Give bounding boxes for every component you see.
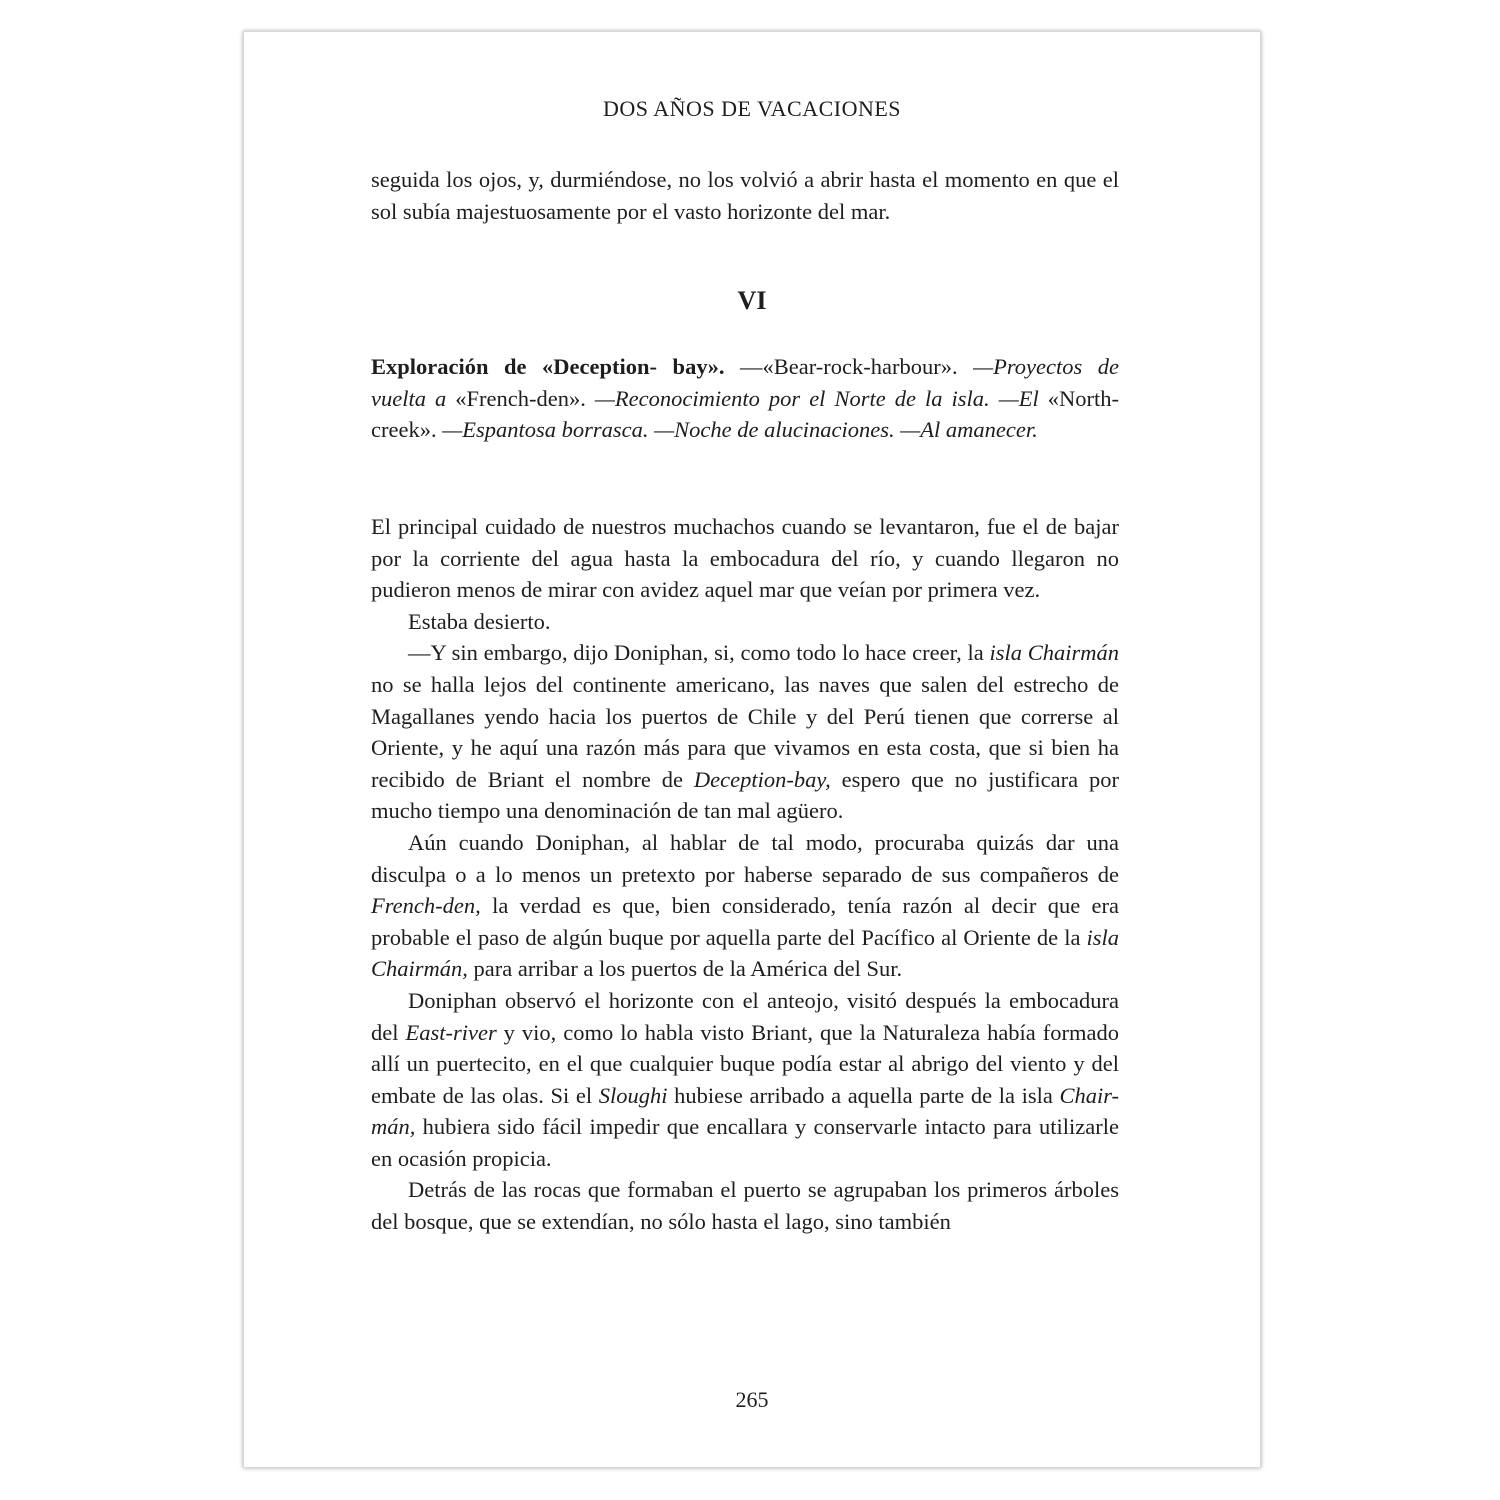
chapter-number: VI [737, 286, 767, 315]
text-run: Aún cuando Doniphan, al hablar de tal modo, procuraba quizás dar una disculpa o a lo menos un pretexto por haberse separado de sus compañeros de [371, 829, 1119, 887]
paragraph-2: Estaba desierto. [408, 608, 551, 634]
page-number: 265 [735, 1387, 769, 1412]
paragraph-3 [371, 637, 1119, 827]
running-head: DOS AÑOS DE VACACIONES [602, 96, 902, 121]
text-run: la verdad es que, bien considerado, tenía razón al decir que era probable el paso de algún buque por aquella parte del Pacífico al Oriente de la [371, 893, 1119, 950]
summary-italic-part: —Reconocimiento por el Norte de la isla. —El [594, 385, 1039, 411]
italic-run: Sloughi [598, 1082, 668, 1108]
chapter-summary-text [371, 351, 1119, 446]
summary-part: «North-creek». [371, 385, 1119, 443]
paragraph-6: Detrás de las rocas que formaban el puerto se agrupaban los primeros árboles del bosque, que se extendían, no sólo hasta el lago, sino también [371, 1177, 1119, 1235]
text-run: hubiera sido fácil impedir que encallara y conservarle intacto para utilizarle en ocasión propicia. [371, 1114, 1119, 1171]
paragraph-4 [371, 827, 1119, 985]
italic-run: East-river [405, 1019, 497, 1045]
summary-part: «French-den». [446, 385, 595, 411]
chapter-summary [371, 351, 1119, 446]
paragraph-1: El principal cuidado de nuestros muchachos cuando se levantaron, fue el de bajar por la corriente del agua hasta la embocadura del río, y cuando llegaron no pudieron menos de mirar con avidez aquel mar que veían por primera vez. [371, 514, 1119, 603]
italic-run: Deception-bay, [693, 766, 831, 792]
summary-italic-part: —Proyectos de vuelta a [371, 354, 1119, 411]
continuation-text [371, 164, 1119, 227]
continuation-paragraph: seguida los ojos, y, durmiéndose, no los volvió a abrir hasta el momento en que el sol subía majestuosamente por el vasto horizonte del mar. [371, 167, 1119, 224]
summary-part: —«Bear-rock-harbour». [724, 354, 974, 379]
text-run: para arribar a los puertos de la América del Sur. [467, 956, 903, 982]
italic-run: Chair-mán, [371, 1082, 1119, 1140]
text-run: —Y sin embargo, dijo Doniphan, si, como todo lo hace creer, la [408, 640, 990, 666]
summary-bold-title: Exploración de «Deception- bay». [371, 354, 725, 379]
text-run: Doniphan observó el horizonte con el anteojo, visitó después la embocadura del [371, 987, 1119, 1045]
chapter-body [371, 511, 1119, 1238]
italic-run: isla Chairmán, [371, 924, 1119, 982]
paragraph-5 [371, 985, 1119, 1175]
italic-run: isla Chairmán [989, 640, 1119, 666]
text-run: no se halla lejos del continente americano, las naves que salen del estrecho de Magallanes yendo hacia los puertos de Chile y del Perú tienen que correrse al Oriente, y he aquí una razón más para que vivamos en esta costa, que si bien ha recibido de Briant el nombre de [371, 671, 1119, 792]
italic-run: French-den, [371, 893, 481, 919]
book-page [243, 31, 1261, 1468]
summary-italic-part: —Espantosa borrasca. —Noche de alucinaciones. —Al amanecer. [442, 417, 1038, 443]
text-run: espero que no justificara por mucho tiempo una denominación de tan mal agüero. [371, 766, 1119, 824]
text-run: hubiese arribado a aquella parte de la isla [667, 1082, 1060, 1108]
text-run: y vio, como lo habla visto Briant, que la Naturaleza había formado allí un puertecito, en el que cualquier buque podía estar al abrigo del viento y del embate de las olas. Si el [371, 1019, 1119, 1108]
